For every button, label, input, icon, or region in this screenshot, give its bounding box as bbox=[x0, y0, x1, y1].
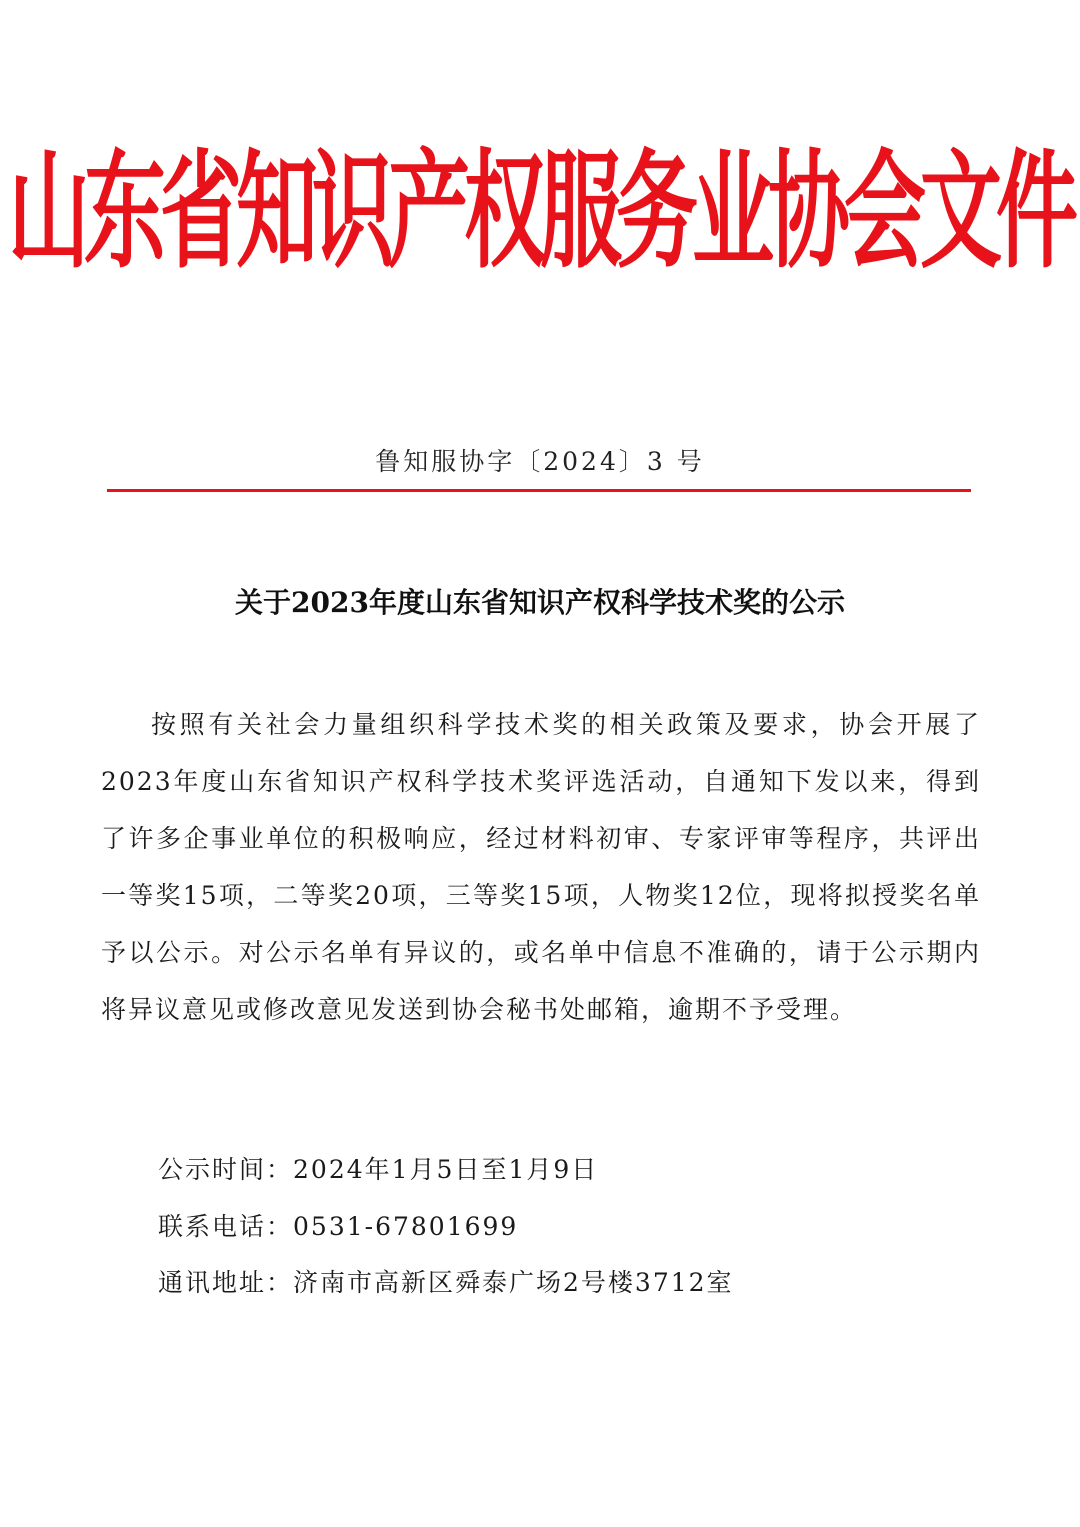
info-period bbox=[158, 1155, 598, 1185]
info-phone bbox=[158, 1212, 518, 1242]
info-period-value: 2024年1月5日至1月9日 bbox=[293, 1155, 599, 1184]
info-phone-label: 联系电话： bbox=[158, 1212, 294, 1241]
info-phone-value: 0531-67801699 bbox=[293, 1212, 519, 1241]
document-number: 鲁知服协字〔2024〕3 号 bbox=[375, 447, 705, 476]
notice-body: 按照有关社会力量组织科学技术奖的相关政策及要求，协会开展了2023年度山东省知识产权科学技术奖评选活动，自通知下发以来，得到了许多企事业单位的积极响应，经过材料初审、专家评审等程序，共评出一等奖15项，二等奖20项，三等奖15项，人物奖12位，现将拟授奖名单予以公示。对公示名单有异议的，或名单中信息不准确的，请于公示期内将异议意见或修改意见发送到协会秘书处邮箱，逾期不予受理。 bbox=[101, 710, 981, 1024]
org-header-title: 山东省知识产权服务业协会文件 bbox=[7, 139, 1072, 287]
info-period-label: 公示时间： bbox=[158, 1155, 294, 1184]
info-address-label: 通讯地址： bbox=[158, 1268, 294, 1297]
info-address bbox=[158, 1268, 734, 1298]
info-address-value: 济南市高新区舜泰广场2号楼3712室 bbox=[293, 1268, 734, 1297]
header-divider bbox=[107, 489, 971, 492]
notice-title: 关于2023年度山东省知识产权科学技术奖的公示 bbox=[235, 586, 845, 619]
